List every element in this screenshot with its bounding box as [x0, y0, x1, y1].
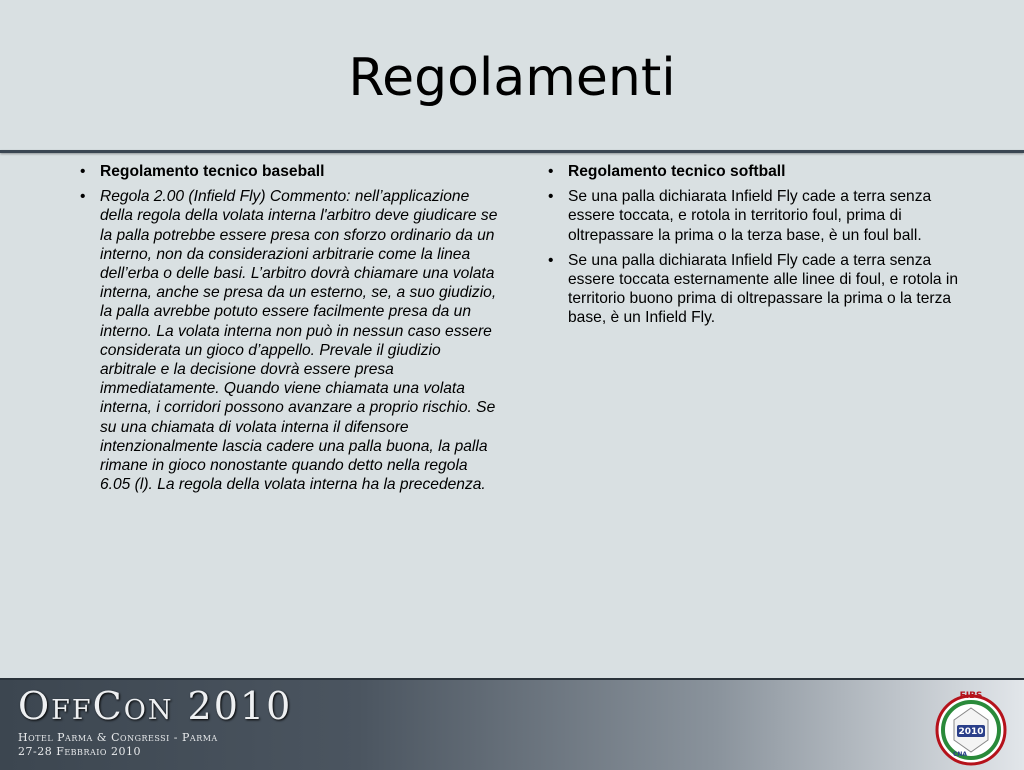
- right-item-1: [548, 187, 970, 245]
- footer-brand: OffCon 2010: [18, 684, 293, 728]
- bullet-icon: •: [548, 163, 554, 180]
- fibs-logo: [930, 686, 1012, 768]
- right-item-2-text: Se una palla dichiarata Infield Fly cade a terra senza essere toccata esternamente alle linee di foul, e rotola in territorio buono prima di oltrepassare la prima o la terza base, è un Infield Fly.: [568, 251, 959, 327]
- bullet-icon: •: [80, 163, 86, 180]
- footer-dates: 27-28 Febbraio 2010: [18, 745, 141, 758]
- right-column: [548, 162, 970, 334]
- left-body-item: [80, 187, 498, 494]
- right-heading-item: [548, 162, 970, 181]
- slide-title: Regolamenti: [348, 48, 676, 108]
- bullet-icon: •: [548, 188, 554, 206]
- right-bullet-list: [548, 162, 970, 328]
- logo-year: 2010: [958, 727, 984, 737]
- logo-bottom-text: CNA: [952, 751, 968, 758]
- right-item-1-text: Se una palla dichiarata Infield Fly cade a terra senza essere toccata, e rotola in territorio foul, prima di oltrepassare la prima o la terza base, è un foul ball.: [568, 188, 932, 244]
- bullet-icon: •: [548, 251, 554, 269]
- left-bullet-list: [80, 162, 498, 494]
- left-body-text: Regola 2.00 (Infield Fly) Commento: nell’applicazione della regola della volata interna l'arbitro deve giudicare se la palla potrebbe essere presa con sforzo ordinario da un interno, non da considerazioni arbitrarie come la linea dell’erba o delle basi. L’arbitro dovrà chiamare una volata interna, anche se presa da un esterno, se, a suo giudizio, la palla avrebbe potuto essere facilmente presa da un interno. La volata interna non può in nessun caso essere considerata un gioco d’appello. Prevale il giudizio arbitrale e la decisione dovrà essere presa immediatamente. Quando viene chiamata una volata interna, i corridori possono avanzare a proprio rischio. Se su una chiamata di volata interna il difensore intenzionalmente lascia cadere una palla buona, la palla rimane in gioco nonostante quando detto nella regola 6.05 (l). La regola della volata interna ha la precedenza.: [100, 188, 498, 494]
- title-divider: [0, 150, 1024, 153]
- footer-venue: Hotel Parma & Congressi - Parma: [18, 731, 218, 744]
- left-column: [80, 162, 498, 500]
- bullet-icon: •: [80, 188, 86, 206]
- logo-top-text: FIBS: [959, 691, 983, 701]
- left-heading: Regolamento tecnico baseball: [100, 163, 325, 180]
- right-item-2: [548, 251, 970, 328]
- right-heading: Regolamento tecnico softball: [568, 163, 786, 180]
- left-heading-item: [80, 162, 498, 181]
